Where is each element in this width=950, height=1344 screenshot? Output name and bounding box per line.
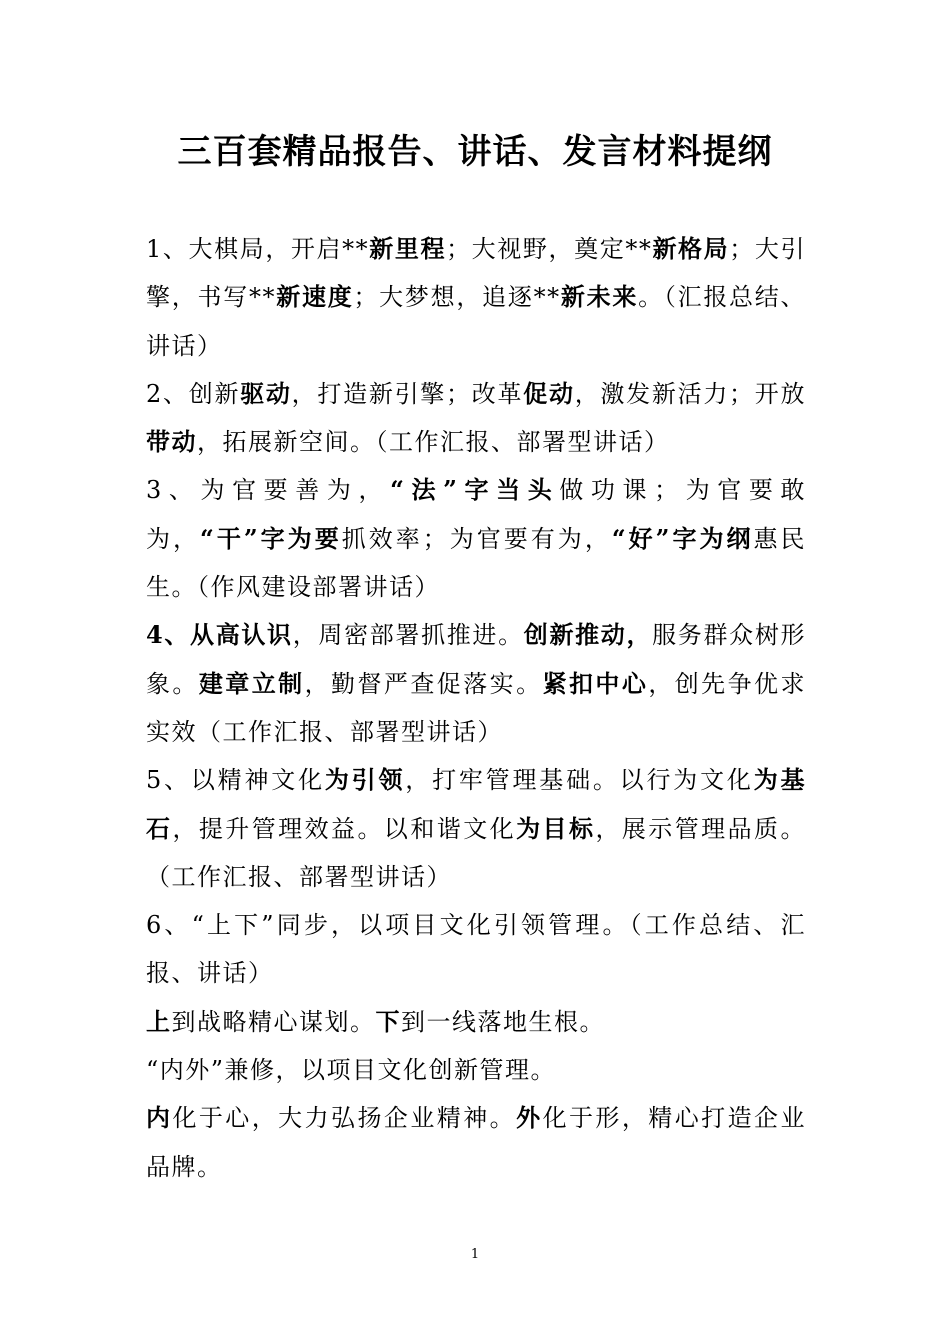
- paragraph: [146, 370, 806, 467]
- text-run: 到战略精心谋划。: [171, 1007, 376, 1036]
- paragraph: [146, 466, 806, 611]
- text-run: 5、以精神文化: [146, 766, 325, 795]
- paragraph: [146, 1094, 806, 1191]
- bold-text-run: “干”字为要: [200, 523, 342, 553]
- text-run: 抓效率；为官要有为，: [341, 524, 612, 553]
- text-run: 服务群众树形象。: [146, 621, 806, 698]
- text-run: “内外”兼修，以项目文化创新管理。: [146, 1056, 557, 1085]
- text-run: ；大视野，奠定**: [446, 235, 653, 263]
- text-run: ，展示管理品质。（工作汇报、部署型讲话）: [146, 814, 806, 891]
- text-run: ；大引擎，书写**: [146, 235, 806, 312]
- text-run: ，勤督严查促落实。: [304, 669, 543, 698]
- paragraph: [146, 756, 806, 901]
- paragraph: [146, 998, 806, 1046]
- bold-text-run: 为基石: [146, 765, 807, 843]
- paragraph: [146, 611, 806, 756]
- text-run: ，激发新活力；开放: [574, 379, 807, 408]
- paragraph: [146, 225, 806, 370]
- text-run: ；大梦想，追逐**: [353, 283, 561, 312]
- text-run: 。（汇报总结、讲话）: [146, 283, 807, 360]
- paragraph: [146, 1046, 806, 1094]
- document-body: [146, 225, 806, 1191]
- text-run: ，创先争优求实效（工作汇报、部署型讲话）: [146, 669, 806, 746]
- text-run: ，周密部署抓推进。: [292, 621, 524, 650]
- text-run: 1、大棋局，开启**: [146, 235, 370, 263]
- bold-text-run: 4、从高认识: [146, 620, 293, 650]
- text-run: 6、“上下”同步，以项目文化引领管理。（工作总结、汇报、讲话）: [146, 911, 806, 988]
- text-run: ，打牢管理基础。以行为文化: [405, 766, 754, 795]
- bold-text-run: 创新推动，: [523, 620, 653, 650]
- bold-text-run: “法”字当头: [390, 475, 560, 505]
- bold-text-run: 上: [146, 1006, 172, 1036]
- text-run: 化于心，大力弘扬企业精神。: [172, 1104, 517, 1133]
- text-run: 到一线落地生根。: [401, 1007, 605, 1036]
- text-run: ，打造新引擎；改革: [291, 379, 524, 408]
- bold-text-run: 驱动: [240, 378, 292, 408]
- text-run: ，提升管理效益。以和谐文化: [172, 814, 517, 843]
- text-run: ，拓展新空间。（工作汇报、部署型讲话）: [197, 428, 670, 457]
- bold-text-run: 新里程: [369, 234, 447, 263]
- bold-text-run: 建章立制: [198, 668, 305, 698]
- bold-text-run: 带动: [146, 427, 197, 457]
- text-run: 做功课；为官要敢为，: [146, 476, 806, 553]
- bold-text-run: 新格局: [652, 234, 730, 263]
- bold-text-run: 外: [516, 1103, 543, 1133]
- document-title: 三百套精品报告、讲话、发言材料提纲: [177, 132, 773, 172]
- paragraph: [146, 901, 806, 998]
- bold-text-run: 新速度: [275, 282, 354, 312]
- text-run: 3、为官要善为，: [146, 476, 391, 505]
- text-run: 化于形，精心打造企业品牌。: [146, 1104, 806, 1181]
- bold-text-run: 为引领: [324, 765, 406, 795]
- bold-text-run: “好”字为纲: [611, 523, 754, 553]
- text-run: 惠民生。（作风建设部署讲话）: [146, 524, 807, 602]
- page-number: 1: [470, 1247, 480, 1262]
- bold-text-run: 为目标: [516, 813, 596, 843]
- text-run: 2、创新: [146, 379, 241, 408]
- bold-text-run: 内: [146, 1103, 173, 1133]
- bold-text-run: 下: [375, 1006, 401, 1036]
- bold-text-run: 促动: [523, 378, 575, 408]
- bold-text-run: 新未来: [560, 282, 639, 312]
- bold-text-run: 紧扣中心: [542, 668, 649, 698]
